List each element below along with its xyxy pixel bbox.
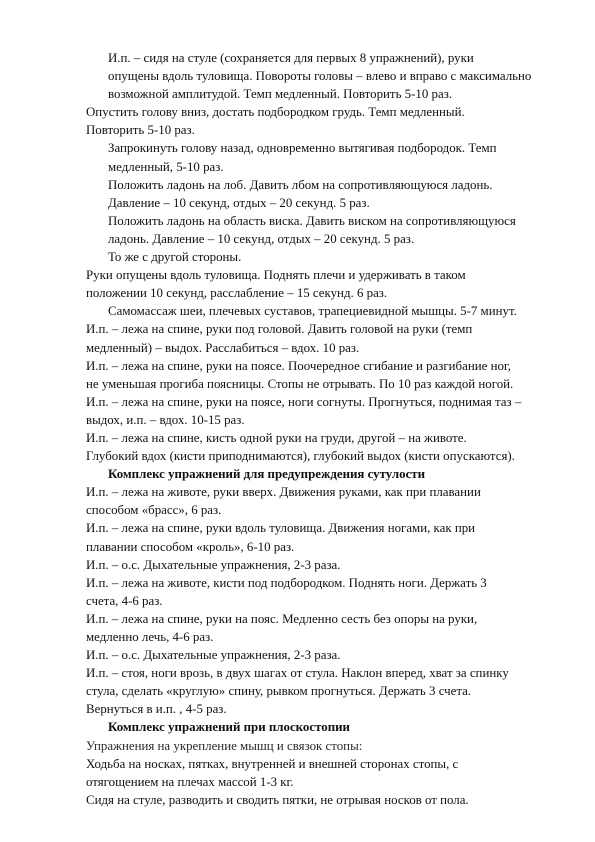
text-line: не уменьшая прогиба поясницы. Стопы не отрывать. По 10 раз каждой ногой. xyxy=(86,376,514,391)
text-line: плавании способом «кроль», 6-10 раз. xyxy=(86,539,295,554)
text-line: опущены вдоль туловища. Повороты головы – влево и вправо с максимально xyxy=(108,69,532,84)
exercise-paragraph xyxy=(86,755,555,791)
text-line: возможной амплитудой. Темп медленный. Повторить 5-10 раз. xyxy=(108,87,453,102)
text-line: отягощением на плечах массой 1-3 кг. xyxy=(86,774,294,789)
exercise-paragraph xyxy=(86,393,555,429)
exercise-paragraph xyxy=(86,646,555,664)
text-line: И.п. – лежа на спине, кисть одной руки на груди, другой – на животе. xyxy=(86,430,467,445)
text-line: медленный, 5-10 раз. xyxy=(108,159,224,174)
document-body xyxy=(86,49,555,809)
exercise-paragraph xyxy=(86,664,555,718)
text-line: Запрокинуть голову назад, одновременно вытягивая подбородок. Темп xyxy=(108,141,497,156)
text-line: И.п. – лежа на спине, руки на пояс. Медленно сесть без опоры на руки, xyxy=(86,611,478,626)
exercise-paragraph xyxy=(86,103,555,139)
text-line: стула, сделать «круглую» спину, рывком прогнуться. Держать 3 счета. xyxy=(86,684,472,699)
text-line: Давление – 10 секунд, отдых – 20 секунд. 5 раз. xyxy=(108,195,370,210)
exercise-paragraph xyxy=(86,483,555,519)
text-line: Упражнения на укрепление мышц и связок стопы: xyxy=(86,738,363,753)
text-line: И.п. – лежа на животе, кисти под подбородком. Поднять ноги. Держать 3 xyxy=(86,575,487,590)
text-line: Вернуться в и.п. , 4-5 раз. xyxy=(86,702,227,717)
text-line: способом «брасс», 6 раз. xyxy=(86,503,222,518)
text-line: Комплекс упражнений для предупреждения сутулости xyxy=(108,467,426,482)
text-line: И.п. – лежа на спине, руки вдоль туловища. Движения ногами, как при xyxy=(86,521,476,536)
text-line: И.п. – стоя, ноги врозь, в двух шагах от стула. Наклон вперед, хват за спинку xyxy=(86,666,509,681)
text-line: И.п. – лежа на спине, руки под головой. Давить головой на руки (темп xyxy=(86,322,473,337)
text-line: Положить ладонь на лоб. Давить лбом на сопротивляющуюся ладонь. xyxy=(108,177,493,192)
text-line: Комплекс упражнений при плоскостопии xyxy=(108,720,350,735)
exercise-paragraph xyxy=(86,357,555,393)
text-line: И.п. – о.с. Дыхательные упражнения, 2-3 раза. xyxy=(86,648,341,663)
exercise-paragraph xyxy=(86,791,555,809)
text-line: положении 10 секунд, расслабление – 15 секунд. 6 раз. xyxy=(86,286,388,301)
section-heading xyxy=(86,718,555,736)
text-line: Ходьба на носках, пятках, внутренней и внешней сторонах стопы, с xyxy=(86,756,459,771)
text-line: медленно лечь, 4-6 раз. xyxy=(86,630,214,644)
exercise-paragraph xyxy=(86,49,555,103)
text-line: Опустить голову вниз, достать подбородком грудь. Темп медленный. xyxy=(86,105,465,120)
text-line: И.п. – сидя на стуле (сохраняется для первых 8 упражнений), руки xyxy=(108,51,474,65)
text-line: И.п. – лежа на животе, руки вверх. Движения руками, как при плавании xyxy=(86,485,481,500)
text-line: Самомассаж шеи, плечевых суставов, трапециевидной мышцы. 5-7 минут. xyxy=(108,304,517,319)
text-line: ладонь. Давление – 10 секунд, отдых – 20 секунд. 5 раз. xyxy=(108,231,415,246)
section-subtitle xyxy=(86,737,555,755)
text-line: Сидя на стуле, разводить и сводить пятки, не отрывая носков от пола. xyxy=(86,792,469,807)
text-line: выдох, и.п. – вдох. 10-15 раз. xyxy=(86,412,245,427)
exercise-paragraph xyxy=(86,519,555,555)
exercise-paragraph xyxy=(86,212,555,248)
exercise-paragraph xyxy=(86,556,555,574)
text-line: счета, 4-6 раз. xyxy=(86,593,163,608)
exercise-paragraph xyxy=(86,176,555,212)
exercise-paragraph xyxy=(86,429,555,465)
text-line: И.п. – о.с. Дыхательные упражнения, 2-3 раза. xyxy=(86,557,341,572)
text-line: То же с другой стороны. xyxy=(108,250,242,265)
text-line: И.п. – лежа на спине, руки на поясе. Поочередное сгибание и разгибание ног, xyxy=(86,358,511,373)
text-line: медленный) – выдох. Расслабиться – вдох. 10 раз. xyxy=(86,340,360,355)
exercise-paragraph xyxy=(86,302,555,320)
exercise-paragraph xyxy=(86,610,555,646)
text-line: Положить ладонь на область виска. Давить виском на сопротивляющуюся xyxy=(108,213,516,228)
exercise-paragraph xyxy=(86,266,555,302)
text-line: Руки опущены вдоль туловища. Поднять плечи и удерживать в таком xyxy=(86,268,466,283)
exercise-paragraph xyxy=(86,574,555,610)
text-line: Повторить 5-10 раз. xyxy=(86,123,195,138)
exercise-paragraph xyxy=(86,248,555,266)
exercise-paragraph xyxy=(86,139,555,175)
text-line: Глубокий вдох (кисти приподнимаются), глубокий выдох (кисти опускаются). xyxy=(86,449,515,464)
text-line: И.п. – лежа на спине, руки на поясе, ноги согнуты. Прогнуться, поднимая таз – xyxy=(86,394,522,409)
section-heading xyxy=(86,465,555,483)
exercise-paragraph xyxy=(86,320,555,356)
